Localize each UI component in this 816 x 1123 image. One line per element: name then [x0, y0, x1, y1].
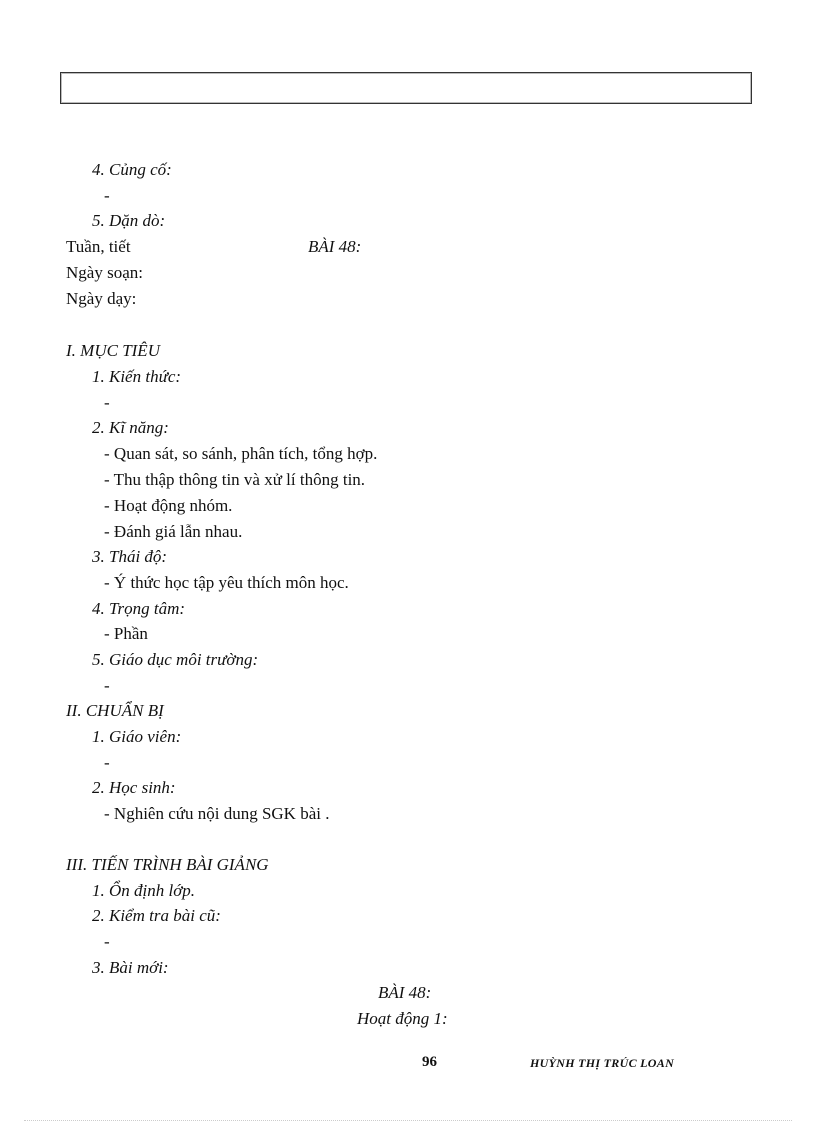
header-box	[60, 72, 752, 104]
old-lesson-item: -	[104, 932, 110, 951]
skill-item: - Quan sát, so sánh, phân tích, tổng hợp.	[104, 444, 378, 463]
week-period-label: Tuần, tiết	[66, 237, 131, 256]
prep-date-label: Ngày soạn:	[66, 263, 143, 282]
focus-item: - Phần	[104, 624, 148, 643]
old-lesson-heading: 2. Kiểm tra bài cũ:	[92, 906, 221, 925]
attitude-item: - Ý thức học tập yêu thích môn học.	[104, 573, 349, 592]
lesson-title: BÀI 48:	[308, 237, 362, 256]
skill-item: - Thu thập thông tin và xử lí thông tin.	[104, 470, 366, 489]
environment-heading: 5. Giáo dục môi trường:	[92, 650, 259, 669]
teach-date-label: Ngày dạy:	[66, 289, 137, 308]
knowledge-item: -	[104, 393, 110, 412]
skill-item: - Hoạt động nhóm.	[104, 496, 233, 515]
teacher-item: -	[104, 753, 110, 772]
center-lesson-title: BÀI 48:	[378, 983, 432, 1002]
skill-item: - Đánh giá lẫn nhau.	[104, 522, 243, 541]
consolidation-item: -	[104, 186, 110, 205]
skills-heading: 2. Kĩ năng:	[92, 418, 169, 437]
environment-item: -	[104, 676, 110, 695]
page-number: 96	[422, 1054, 437, 1070]
bottom-rule	[24, 1120, 792, 1121]
procedure-heading: III. TIẾN TRÌNH BÀI GIẢNG	[66, 855, 269, 874]
activity-heading: Hoạt động 1:	[357, 1009, 448, 1028]
teacher-heading: 1. Giáo viên:	[92, 727, 182, 746]
knowledge-heading: 1. Kiến thức:	[92, 367, 182, 386]
homework-heading: 5. Dặn dò:	[92, 211, 166, 230]
stabilize-heading: 1. Ổn định lớp.	[92, 881, 196, 900]
author-name: HUỲNH THỊ TRÚC LOAN	[530, 1056, 675, 1070]
consolidation-heading: 4. Củng cố:	[92, 160, 172, 179]
student-heading: 2. Học sinh:	[92, 778, 176, 797]
focus-heading: 4. Trọng tâm:	[92, 599, 186, 618]
objectives-heading: I. MỤC TIÊU	[66, 341, 160, 360]
new-lesson-heading: 3. Bài mới:	[92, 958, 169, 977]
attitude-heading: 3. Thái độ:	[92, 547, 168, 566]
student-item: - Nghiên cứu nội dung SGK bài .	[104, 804, 330, 823]
preparation-heading: II. CHUẨN BỊ	[66, 701, 164, 720]
